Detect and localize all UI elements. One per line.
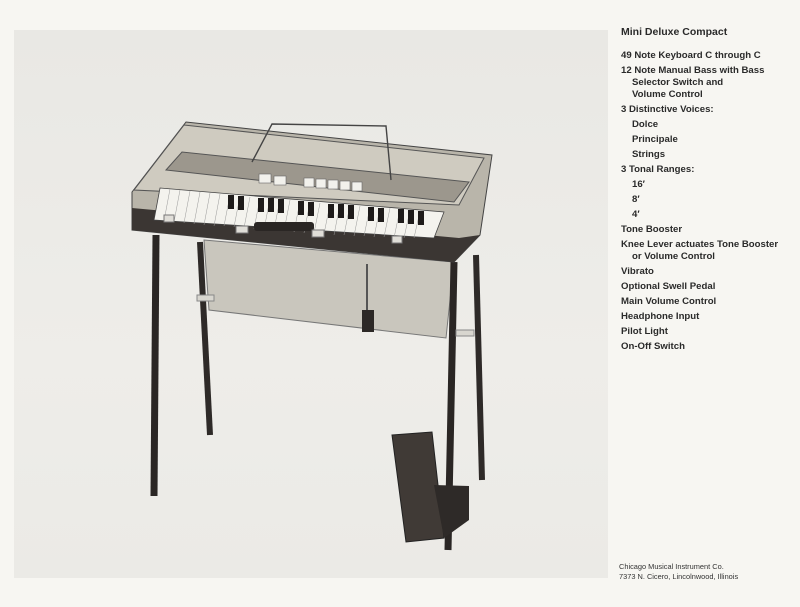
spec-voice-principale: Principale [632, 134, 678, 145]
spec-range-4: 4′ [632, 209, 640, 220]
spec-bass-line3: Volume Control [632, 89, 703, 100]
spec-list [621, 26, 793, 356]
spec-on-off: On-Off Switch [621, 341, 685, 352]
spec-swell-pedal: Optional Swell Pedal [621, 281, 716, 292]
spec-bass [621, 65, 793, 101]
knee-lever [362, 310, 374, 332]
spec-knee-lever [621, 239, 793, 263]
spec-pilot-light: Pilot Light [621, 326, 668, 337]
spec-knee-line1: Knee Lever actuates Tone Booster [621, 239, 779, 250]
company-footer [619, 562, 794, 582]
spec-voices-heading: 3 Distinctive Voices: [621, 104, 714, 115]
latch-left [236, 226, 248, 233]
latch-right [392, 236, 402, 243]
spec-headphone: Headphone Input [621, 311, 700, 322]
spec-range-8: 8′ [632, 194, 640, 205]
leg-clip-left [197, 295, 214, 301]
spec-voice-strings: Strings [632, 149, 666, 160]
company-name: Chicago Musical Instrument Co. [619, 562, 724, 571]
spec-voice-dolce: Dolce [632, 119, 659, 130]
organ-illustration [14, 30, 608, 578]
front-left-leg [154, 235, 156, 496]
carry-handle [254, 222, 314, 231]
organ-photo [14, 30, 608, 578]
spec-bass-line2: Selector Switch and [632, 77, 724, 88]
product-title: Mini Deluxe Compact [621, 26, 728, 38]
spec-vibrato: Vibrato [621, 266, 654, 277]
spec-tone-booster: Tone Booster [621, 224, 683, 235]
spec-bass-line1: 12 Note Manual Bass with Bass [621, 65, 765, 76]
latch-center [312, 230, 324, 237]
spec-range-16: 16′ [632, 179, 645, 190]
spec-main-volume: Main Volume Control [621, 296, 717, 307]
rear-right-leg [476, 255, 482, 480]
spec-ranges-heading: 3 Tonal Ranges: [621, 164, 695, 175]
leg-clip-right [456, 330, 474, 336]
spec-knee-line2: or Volume Control [632, 251, 715, 262]
spec-keyboard: 49 Note Keyboard C through C [621, 50, 761, 61]
latch-far-left [164, 215, 174, 222]
company-address: 7373 N. Cicero, Lincolnwood, Illinois [619, 572, 739, 581]
